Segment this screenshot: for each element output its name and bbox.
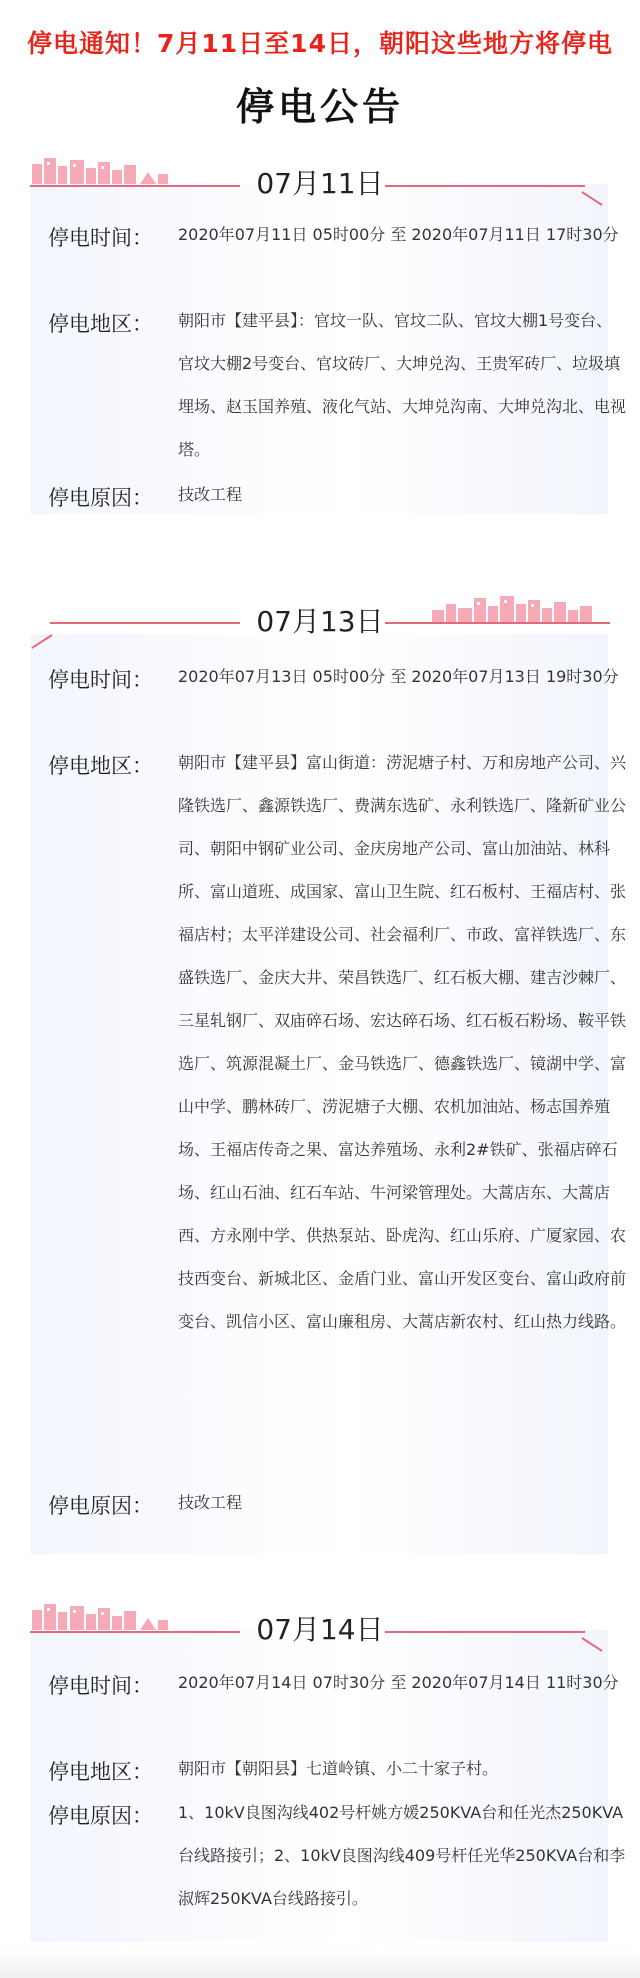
outage-time-label: 停电时间： [48,668,153,692]
page-title: 停电公告 [235,85,404,129]
outage-reason-label: 停电原因： [48,486,153,510]
outage-reason-value: 技改工程 [178,1493,243,1512]
outage-area-label: 停电地区： [48,312,153,336]
outage-time-value: 2020年07月14日 07时30分 至 2020年07月14日 11时30分 [178,1673,619,1692]
outage-time-label: 停电时间： [48,1674,153,1698]
outage-area-label: 停电地区： [48,754,153,778]
outage-time-value: 2020年07月13日 05时00分 至 2020年07月13日 19时30分 [178,667,619,686]
section-date: 07月13日 [256,605,384,638]
outage-reason-label: 停电原因： [48,1494,153,1518]
footer-fade [0,1948,640,1978]
outage-area-value: 朝阳市【建平县】富山街道：涝泥塘子村、万和房地产公司、兴隆铁选厂、鑫源铁选厂、费满东选矿、永利铁选厂、隆新矿业公司、朝阳中钢矿业公司、金庆房地产公司、富山加油站、林科所、富山道班、成国家、富山卫生院、红石板村、王福店村、张福店村；太平洋建设公司、社会福利厂、市政、富祥铁选厂、东盛铁选厂、金庆大井、荣昌铁选厂、红石板大棚、建吉沙棘厂、三星轧钢厂、双庙碎石场、宏达碎石场、红石板石粉场、鞍平铁选厂、筑源混凝土厂、金马铁选厂、德鑫铁选厂、镜湖中学、富山中学、鹏林砖厂、涝泥塘子大棚、农机加油站、杨志国养殖场、王福店传奇之果、富达养殖场、永利2#铁矿、张福店碎石场、红山石油、红石车站、牛河梁管理处。大蒿店东、大蒿店西、方永刚中学、供热泵站、卧虎沟、红山乐府、广厦家园、农技西变台、新城北区、金盾门业、富山开发区变台、富山政府前变台、凯信小区、富山廉租房、大蒿店新农村、红山热力线路。 [178,753,627,1331]
notice-section-0713 [30,594,627,1554]
notice-section-0711 [30,156,627,516]
section-date: 07月14日 [256,1613,384,1646]
notice-section-0714 [30,1602,626,1942]
outage-area-label: 停电地区： [48,1760,153,1784]
date-header [30,156,610,202]
date-header [30,1602,610,1648]
outage-time-label: 停电时间： [48,226,153,250]
outage-reason-label: 停电原因： [48,1804,153,1828]
date-header [30,594,610,640]
outage-area-value: 朝阳市【朝阳县】七道岭镇、小二十家子村。 [178,1759,499,1778]
section-date: 07月11日 [256,167,384,200]
outage-area-value: 朝阳市【建平县】：官坟一队、官坟二队、官坟大棚1号变台、官坟大棚2号变台、官坟砖厂、大坤兑沟、王贵军砖厂、垃圾填埋场、赵玉国养殖、液化气站、大坤兑沟南、大坤兑沟北、电视塔。 [178,311,627,459]
outage-reason-value: 1、10kV良图沟线402号杆姚方媛250KVA台和任光杰250KVA台线路接引；2、10kV良图沟线409号杆任光华250KVA台和李淑辉250KVA台线路接引。 [178,1803,626,1908]
outage-reason-value: 技改工程 [178,485,243,504]
outage-time-value: 2020年07月11日 05时00分 至 2020年07月11日 17时30分 [178,225,619,244]
headline: 停电通知！7月11日至14日，朝阳这些地方将停电 [27,29,613,58]
